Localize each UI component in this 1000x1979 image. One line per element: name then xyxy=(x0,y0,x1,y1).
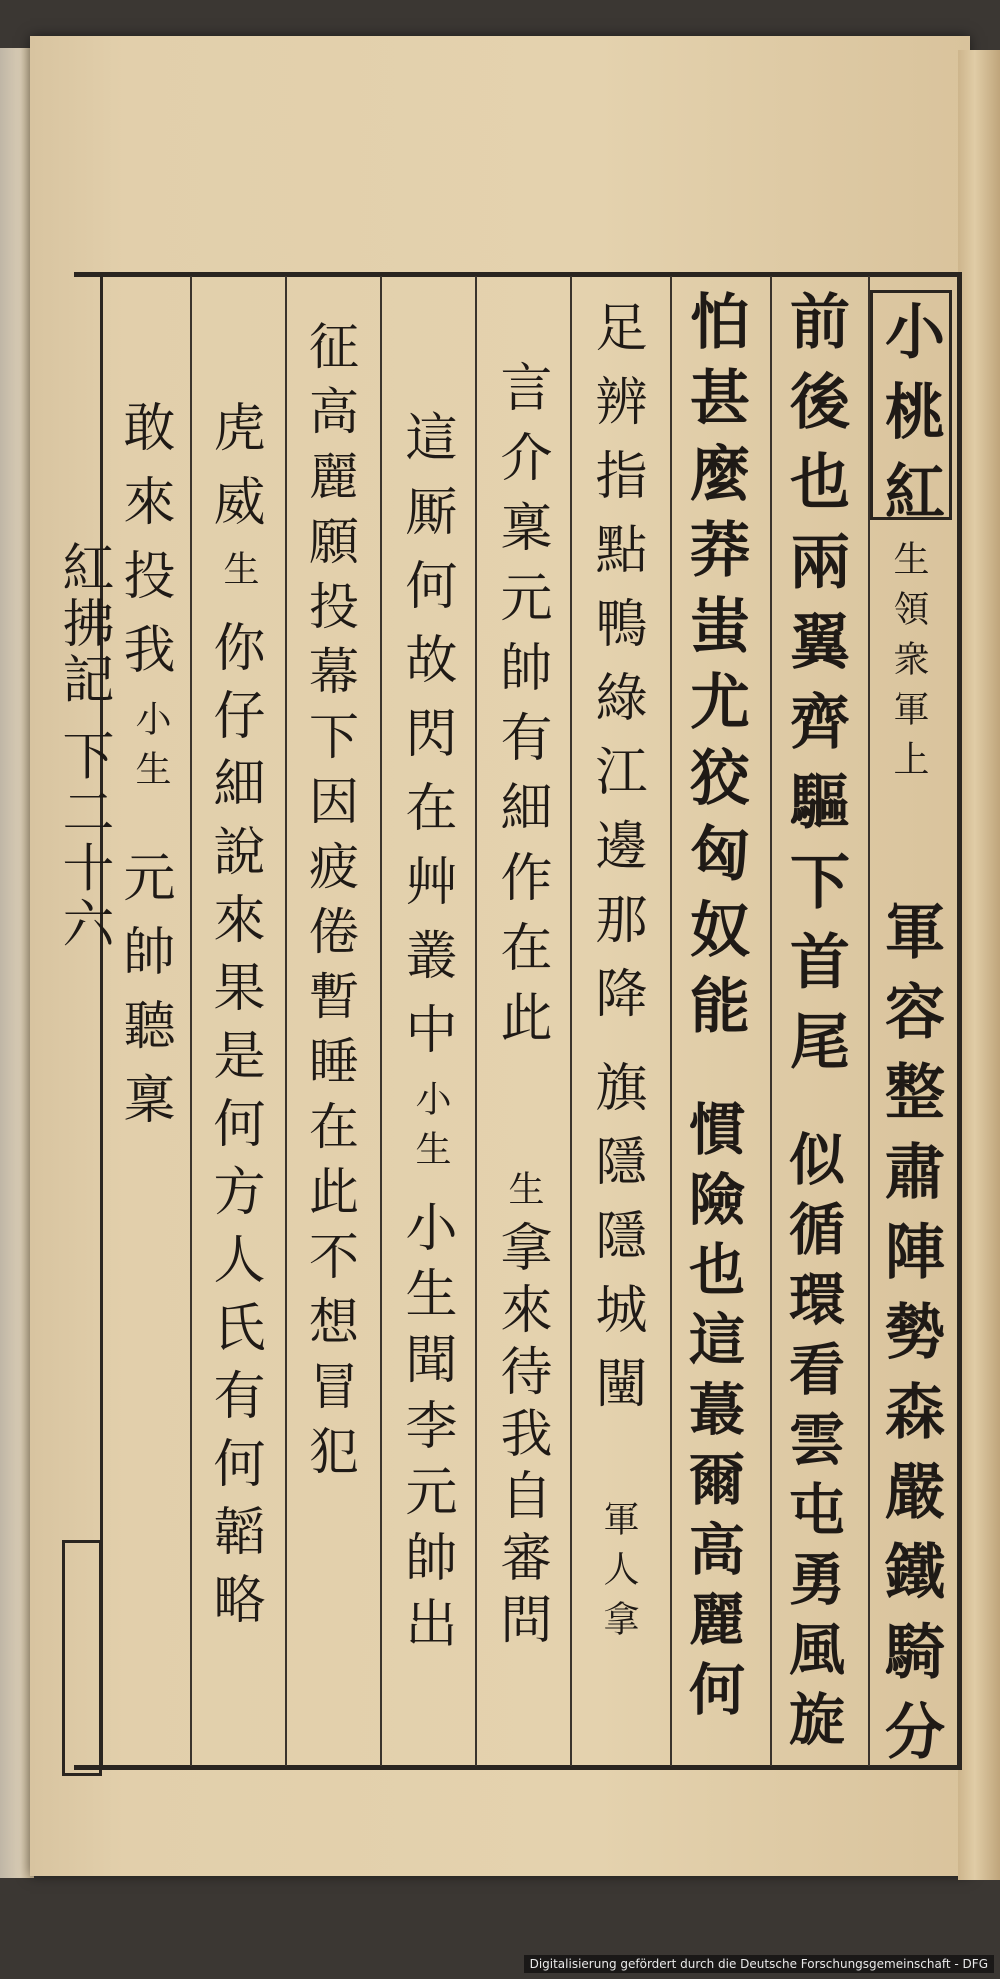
column-rule xyxy=(190,276,192,1766)
spine-box xyxy=(62,1540,102,1776)
dialogue-line: 征高麗願投幕下因疲倦暫睡在此不想冒犯 xyxy=(301,320,359,1490)
dialogue-line: 拿來待我自審問 xyxy=(491,1220,551,1654)
verse-line: 旗隱隱城闉 xyxy=(586,1060,646,1430)
dialogue-line: 小生聞李元帥出 xyxy=(396,1200,456,1662)
speaker-label: 小生 xyxy=(130,700,171,800)
stage-direction: 軍人拿 xyxy=(598,1500,639,1650)
verse-line: 怕甚麼莽蚩尤狡匈奴能 xyxy=(680,290,750,1050)
column-rule xyxy=(570,276,572,1766)
dialogue-line: 敢來投我 xyxy=(114,400,174,696)
column-rule xyxy=(670,276,672,1766)
dialogue-line: 你仔細說來果是何方人氏有何韜略 xyxy=(204,620,264,1640)
stage-direction: 生領衆軍上 xyxy=(888,540,929,790)
verse-line: 似循環看雲屯勇風旋 xyxy=(780,1130,846,1760)
dialogue-line: 言介稟元帥有細作在此 xyxy=(491,360,551,1060)
column-rule xyxy=(380,276,382,1766)
column-rule xyxy=(475,276,477,1766)
column-rule xyxy=(770,276,772,1766)
speaker-label: 生 xyxy=(503,1170,544,1220)
spine-label: 紅拂記 下二十六 xyxy=(53,540,113,953)
verse-line: 足辨指點鴨綠江邊那降 xyxy=(586,300,646,1040)
previous-page-edge xyxy=(0,48,34,1878)
verse-line: 軍容整肅陣勢森嚴鐵騎分 xyxy=(875,900,945,1780)
verse-line: 前後也兩翼齊驅下首尾 xyxy=(780,290,850,1090)
speaker-label: 生 xyxy=(218,550,259,600)
dialogue-line: 元帥聽稟 xyxy=(114,850,174,1146)
dialogue-line: 這厮何故閃在艸叢中 xyxy=(396,410,456,1076)
column-rule xyxy=(285,276,287,1766)
next-page-edge xyxy=(958,50,1000,1880)
aria-title: 小桃紅 xyxy=(875,300,945,540)
dialogue-line: 虎威 xyxy=(204,400,264,548)
verse-line: 慣險也這蕞爾高麗何 xyxy=(680,1100,746,1730)
digitization-credit: Digitalisierung gefördert durch die Deutsche Forschungsgemeinschaft - DFG xyxy=(524,1955,994,1973)
speaker-label: 小生 xyxy=(410,1080,451,1180)
